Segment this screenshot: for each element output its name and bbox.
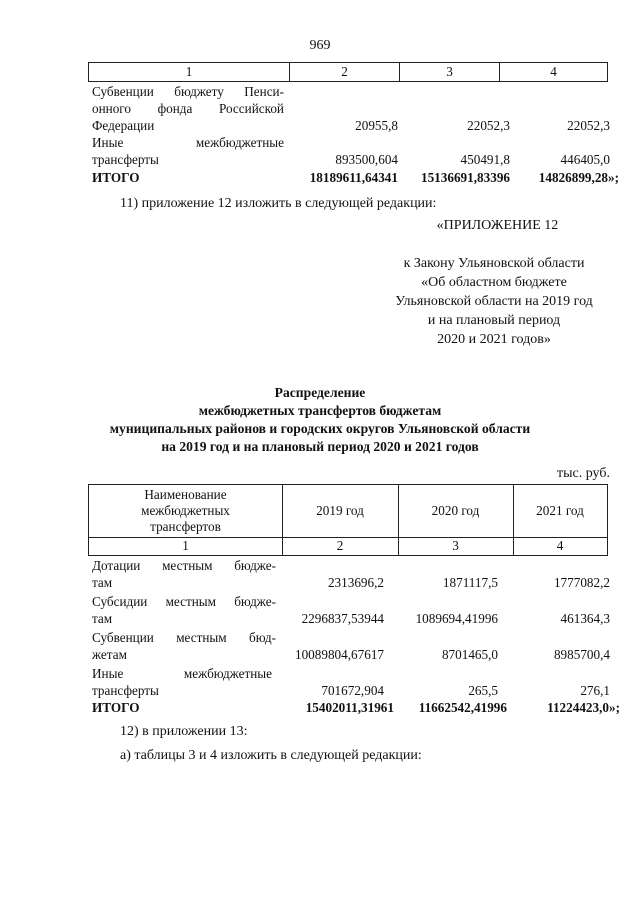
table2-row1-value-2020: 1871117,5 [442,575,498,590]
table2-header-2020: 2020 год [431,503,480,518]
appendix-line-4: и на плановый период [427,313,561,328]
table2-index-2: 2 [336,538,344,553]
table2-row1-label-line2: там [92,575,113,590]
table2-row4-value-2020: 265,5 [468,683,498,698]
table1-index-2: 2 [289,63,399,81]
table2-row1-value-2021: 1777082,2 [553,575,610,590]
table2-index-row [88,537,608,556]
table1-row1-label-line1: Субвенции бюджету Пенси- [92,84,284,99]
appendix-line-1: к Закону Ульяновской области [403,256,585,271]
table1-row1-value-2020: 22052,3 [467,118,510,133]
heading-line-3: муниципальных районов и городских округов Ульяновской области [109,421,531,436]
table2-row2-value-2021: 461364,3 [560,611,610,626]
table1-index-3: 3 [399,63,499,81]
table2-row2-label-line2: там [92,611,113,626]
paragraph-12a: а) таблицы 3 и 4 изложить в следующей редакции: [120,748,422,763]
table2-row3-value-2019: 10089804,67617 [294,647,384,662]
table2-header-name-line3: трансфертов [150,519,221,534]
table1-index-4: 4 [499,63,607,81]
table1-index-row [88,62,608,82]
table2-row3-label-line1: Субвенции местным бюд- [92,630,276,645]
units-label: тыс. руб. [557,466,610,481]
table2-index-3: 3 [452,538,459,553]
table2-row1-label-line1: Дотации местным бюдже- [92,558,276,573]
table1-row2-value-2020: 450491,8 [460,152,510,167]
table1-total-2021: 14826899,28»; [538,170,619,185]
table2-index-4: 4 [556,538,564,553]
table1-total-2020: 15136691,83396 [420,170,510,185]
table2-row2-value-2019: 2296837,53944 [301,611,384,626]
table1-total-label: ИТОГО [92,170,140,185]
table2-total-label: ИТОГО [92,700,140,715]
table2-total-2020: 11662542,41996 [418,700,507,715]
table2-header [88,484,608,538]
paragraph-12: 12) в приложении 13: [120,724,248,739]
table1-row2-value-2019: 893500,604 [335,152,398,167]
page-number: 969 [309,38,331,53]
table1-row1-label-line3: Федерации [92,118,155,133]
table2-row4-value-2021: 276,1 [580,683,610,698]
table1-total-2019: 18189611,64341 [309,170,398,185]
table2-row1-value-2019: 2313696,2 [327,575,384,590]
table2-row3-value-2020: 8701465,0 [441,647,498,662]
heading-line-4: на 2019 год и на плановый период 2020 и 2021 годов [161,439,479,454]
appendix-line-5: 2020 и 2021 годов» [437,332,551,347]
table2-row4-label-line2: трансферты [92,683,159,698]
table1-row2-value-2021: 446405,0 [560,152,610,167]
table1-row2-label-line1: Иные межбюджетные [92,135,284,150]
table2-header-2021: 2021 год [536,503,584,518]
table1-row1-label-line2: онного фонда Российской [92,101,284,116]
table1-index-1: 1 [185,64,193,79]
appendix-line-3: Ульяновской области на 2019 год [395,294,593,309]
table2-row2-label-line1: Субсидии местным бюдже- [92,594,276,609]
table2-row3-label-line2: жетам [92,647,127,662]
table2-header-name-line1: Наименование [144,487,227,502]
table2-row3-value-2021: 8985700,4 [553,647,610,662]
table2-row4-label-line1: Иные межбюджетные [92,666,272,681]
table2-row2-value-2020: 1089694,41996 [415,611,498,626]
paragraph-11: 11) приложение 12 изложить в следующей редакции: [120,196,437,211]
heading-line-1: Распределение [274,385,366,400]
table1-row2-label-line2: трансферты [92,152,159,167]
heading-line-2: межбюджетных трансфертов бюджетам [198,403,442,418]
table2-header-name-line2: межбюджетных [141,503,230,518]
table2-total-2021: 11224423,0»; [547,700,620,715]
table1-row1-value-2019: 20955,8 [355,118,398,133]
table2-index-1: 1 [182,538,189,553]
table2-total-2019: 15402011,31961 [305,700,394,715]
table1-row1-value-2021: 22052,3 [567,118,610,133]
table2-row4-value-2019: 701672,904 [321,683,384,698]
table2-header-2019: 2019 год [316,503,364,518]
appendix-line-2: «Об областном бюджете [421,275,567,290]
appendix-title: «ПРИЛОЖЕНИЕ 12 [436,218,559,233]
